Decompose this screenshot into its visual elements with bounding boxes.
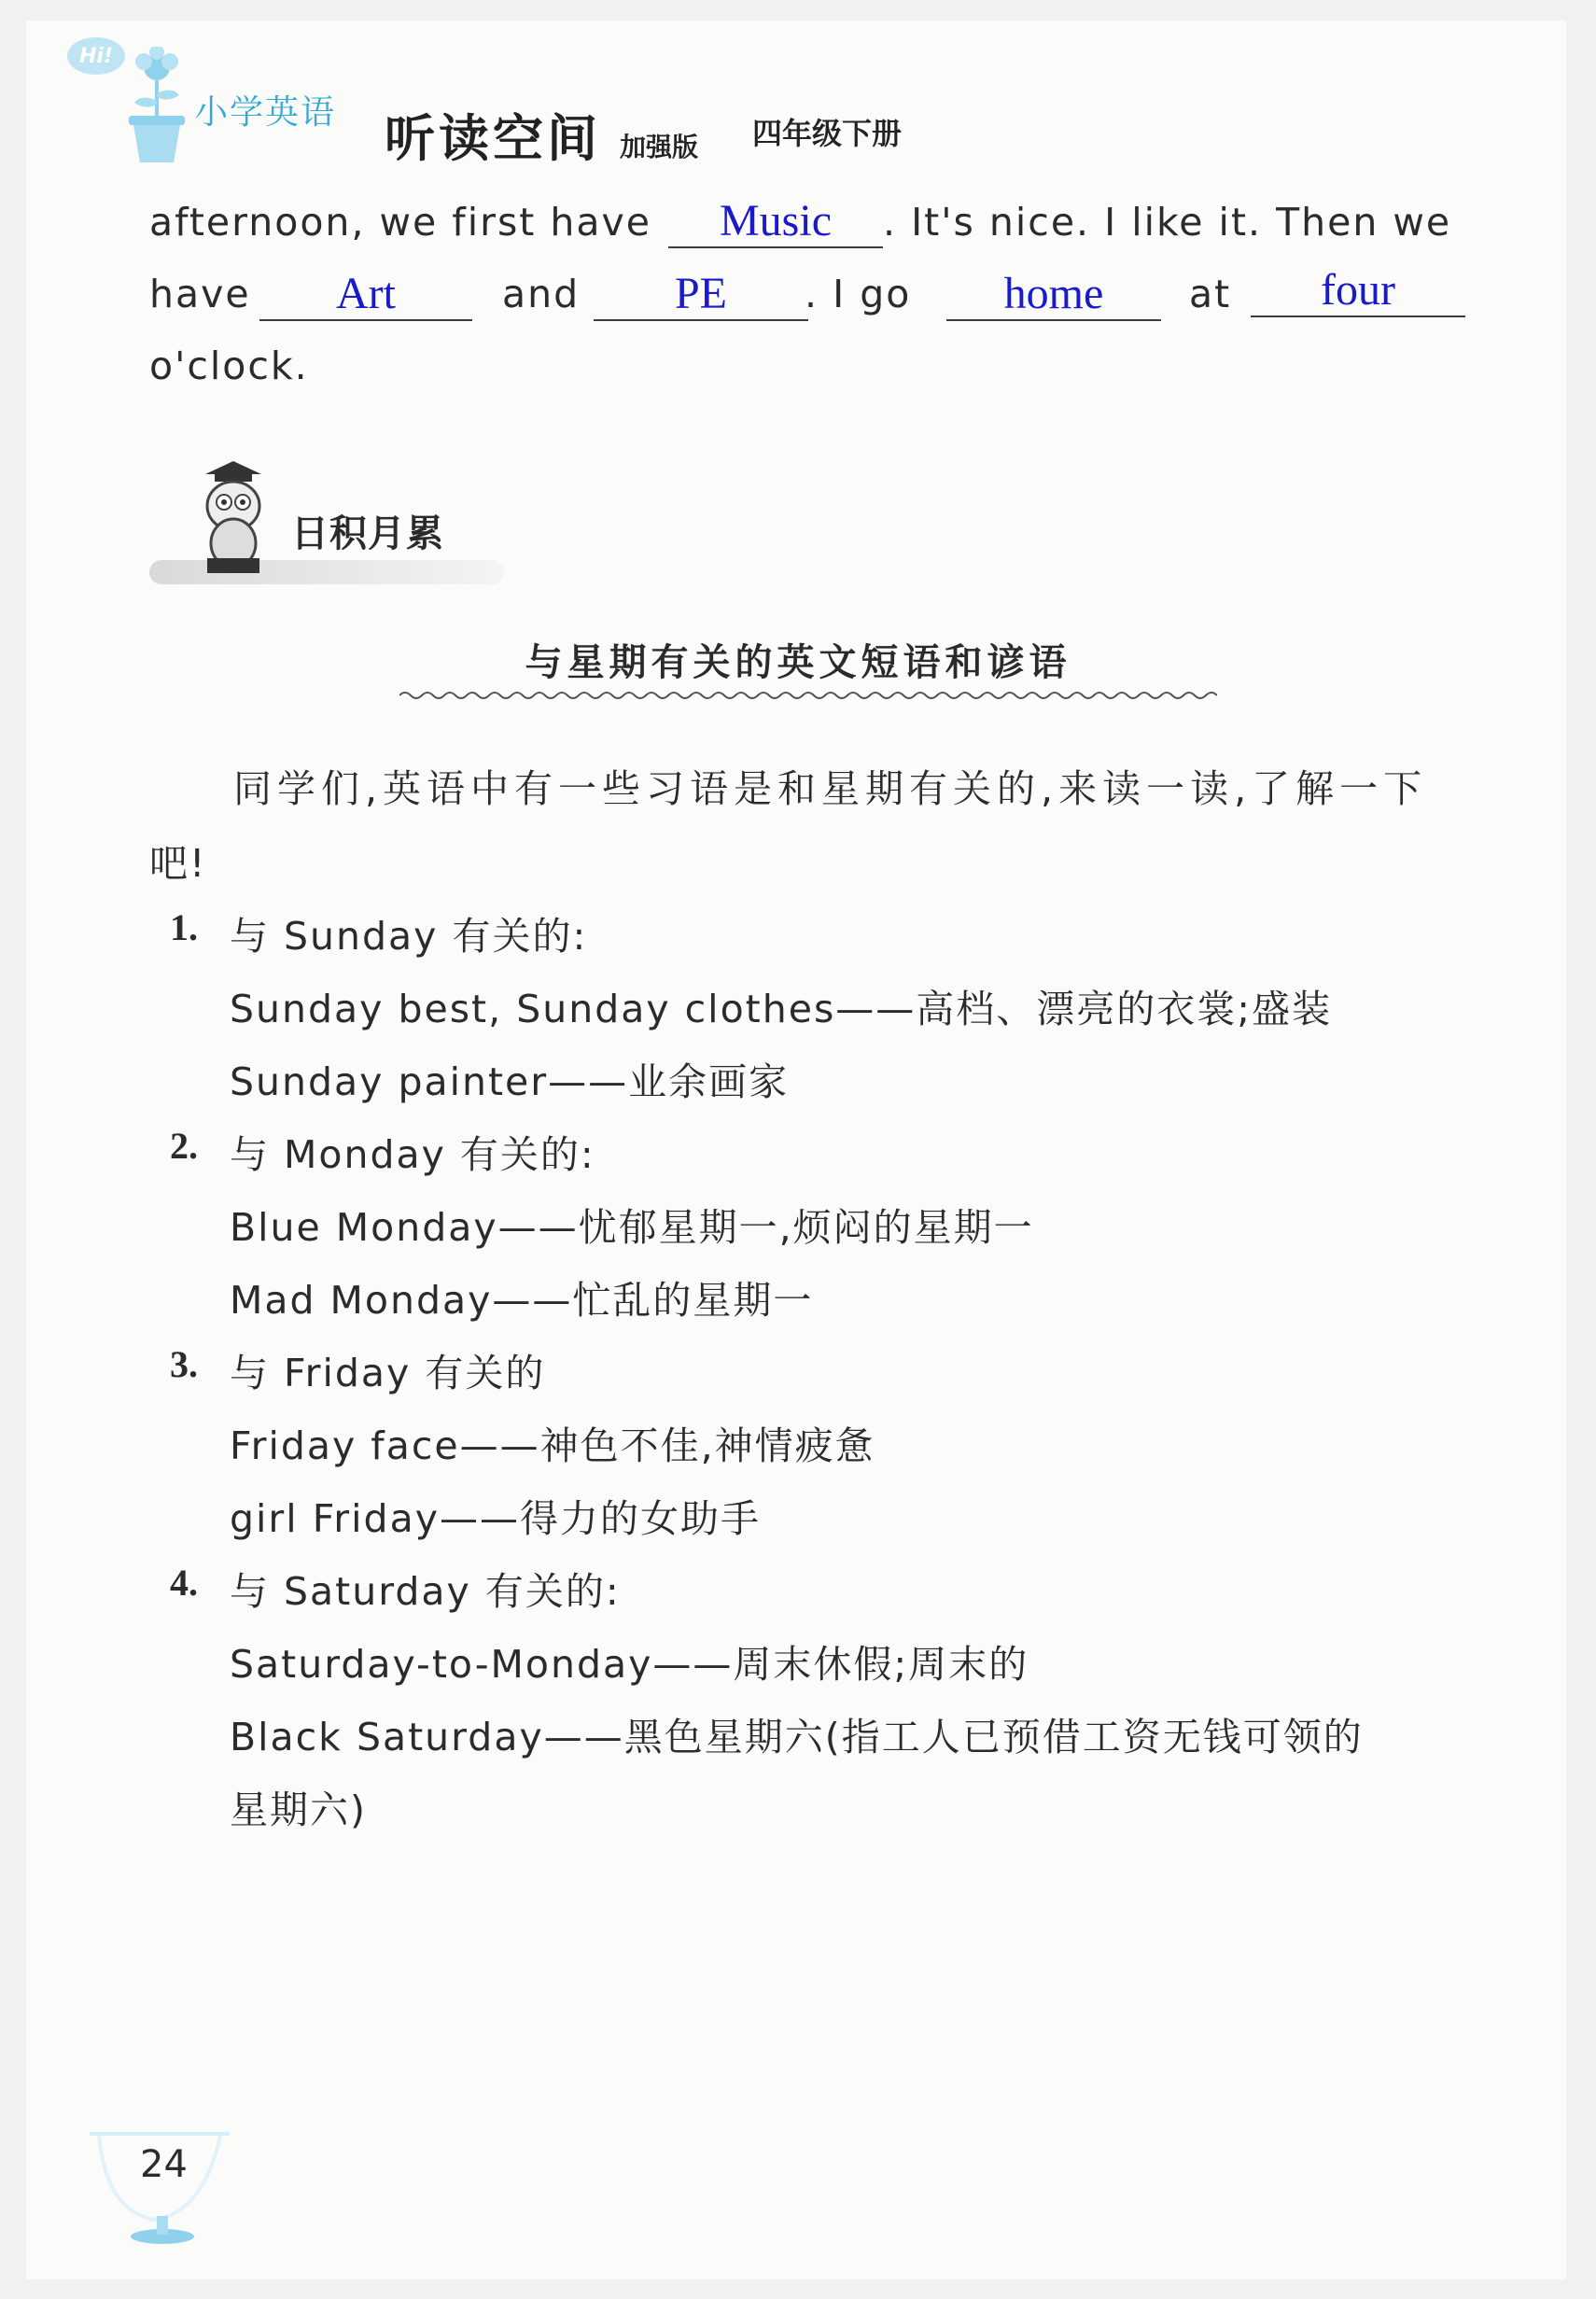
- edition-label: 加强版: [620, 132, 699, 162]
- list-item: Sunday painter——业余画家: [230, 1059, 790, 1104]
- list-item: Mad Monday——忙乱的星期一: [230, 1278, 814, 1323]
- list-item: Black Saturday——黑色星期六(指工人已预借工资无钱可领的: [230, 1715, 1364, 1759]
- intro-line-2: 吧!: [149, 841, 207, 886]
- group-title-4: 与 Saturday 有关的:: [230, 1569, 621, 1614]
- answer-blank-5: four: [1251, 265, 1465, 317]
- wavy-underline: [399, 689, 1217, 702]
- list-item: Friday face——神色不佳,神情疲惫: [230, 1423, 875, 1468]
- owl-mascot-icon: [187, 457, 280, 579]
- exercise-line-3: o'clock.: [149, 343, 309, 388]
- list-item: Sunday best, Sunday clothes——高档、漂亮的衣裳;盛装: [230, 987, 1333, 1031]
- answer-blank-3: PE: [594, 269, 808, 321]
- exercise-word-igo: . I go: [805, 272, 912, 316]
- group-number-2: 2.: [170, 1125, 198, 1167]
- section-heading: 日积月累: [291, 512, 444, 555]
- hi-badge: Hi!: [67, 37, 125, 75]
- group-number-1: 1.: [170, 906, 198, 948]
- book-title: 听读空间: [385, 109, 601, 168]
- list-item: 星期六): [230, 1787, 367, 1832]
- group-title-1: 与 Sunday 有关的:: [230, 914, 588, 959]
- grade-label: 四年级下册: [752, 116, 903, 151]
- group-title-3: 与 Friday 有关的: [230, 1351, 546, 1395]
- answer-blank-1: Music: [668, 196, 883, 248]
- section-title: 与星期有关的英文短语和谚语: [525, 641, 1071, 684]
- exercise-line-1-start: afternoon, we first have: [149, 200, 652, 245]
- series-name: 小学英语: [194, 93, 337, 132]
- page-number: 24: [140, 2143, 188, 2186]
- exercise-word-have: have: [149, 272, 251, 316]
- exercise-word-and: and: [502, 272, 581, 316]
- exercise-line-1-end: . It's nice. I like it. Then we: [883, 200, 1452, 245]
- list-item: girl Friday——得力的女助手: [230, 1496, 761, 1541]
- list-item: Blue Monday——忧郁星期一,烦闷的星期一: [230, 1205, 1034, 1250]
- answer-blank-2: Art: [259, 269, 472, 321]
- answer-blank-4: home: [946, 269, 1161, 321]
- flower-pot-icon: [119, 47, 194, 168]
- group-number-4: 4.: [170, 1562, 198, 1604]
- group-title-2: 与 Monday 有关的:: [230, 1132, 595, 1177]
- list-item: Saturday-to-Monday——周末休假;周末的: [230, 1642, 1029, 1687]
- exercise-word-at: at: [1189, 272, 1232, 316]
- intro-line-1: 同学们,英语中有一些习语是和星期有关的,来读一读,了解一下: [233, 766, 1428, 811]
- group-number-3: 3.: [170, 1343, 198, 1385]
